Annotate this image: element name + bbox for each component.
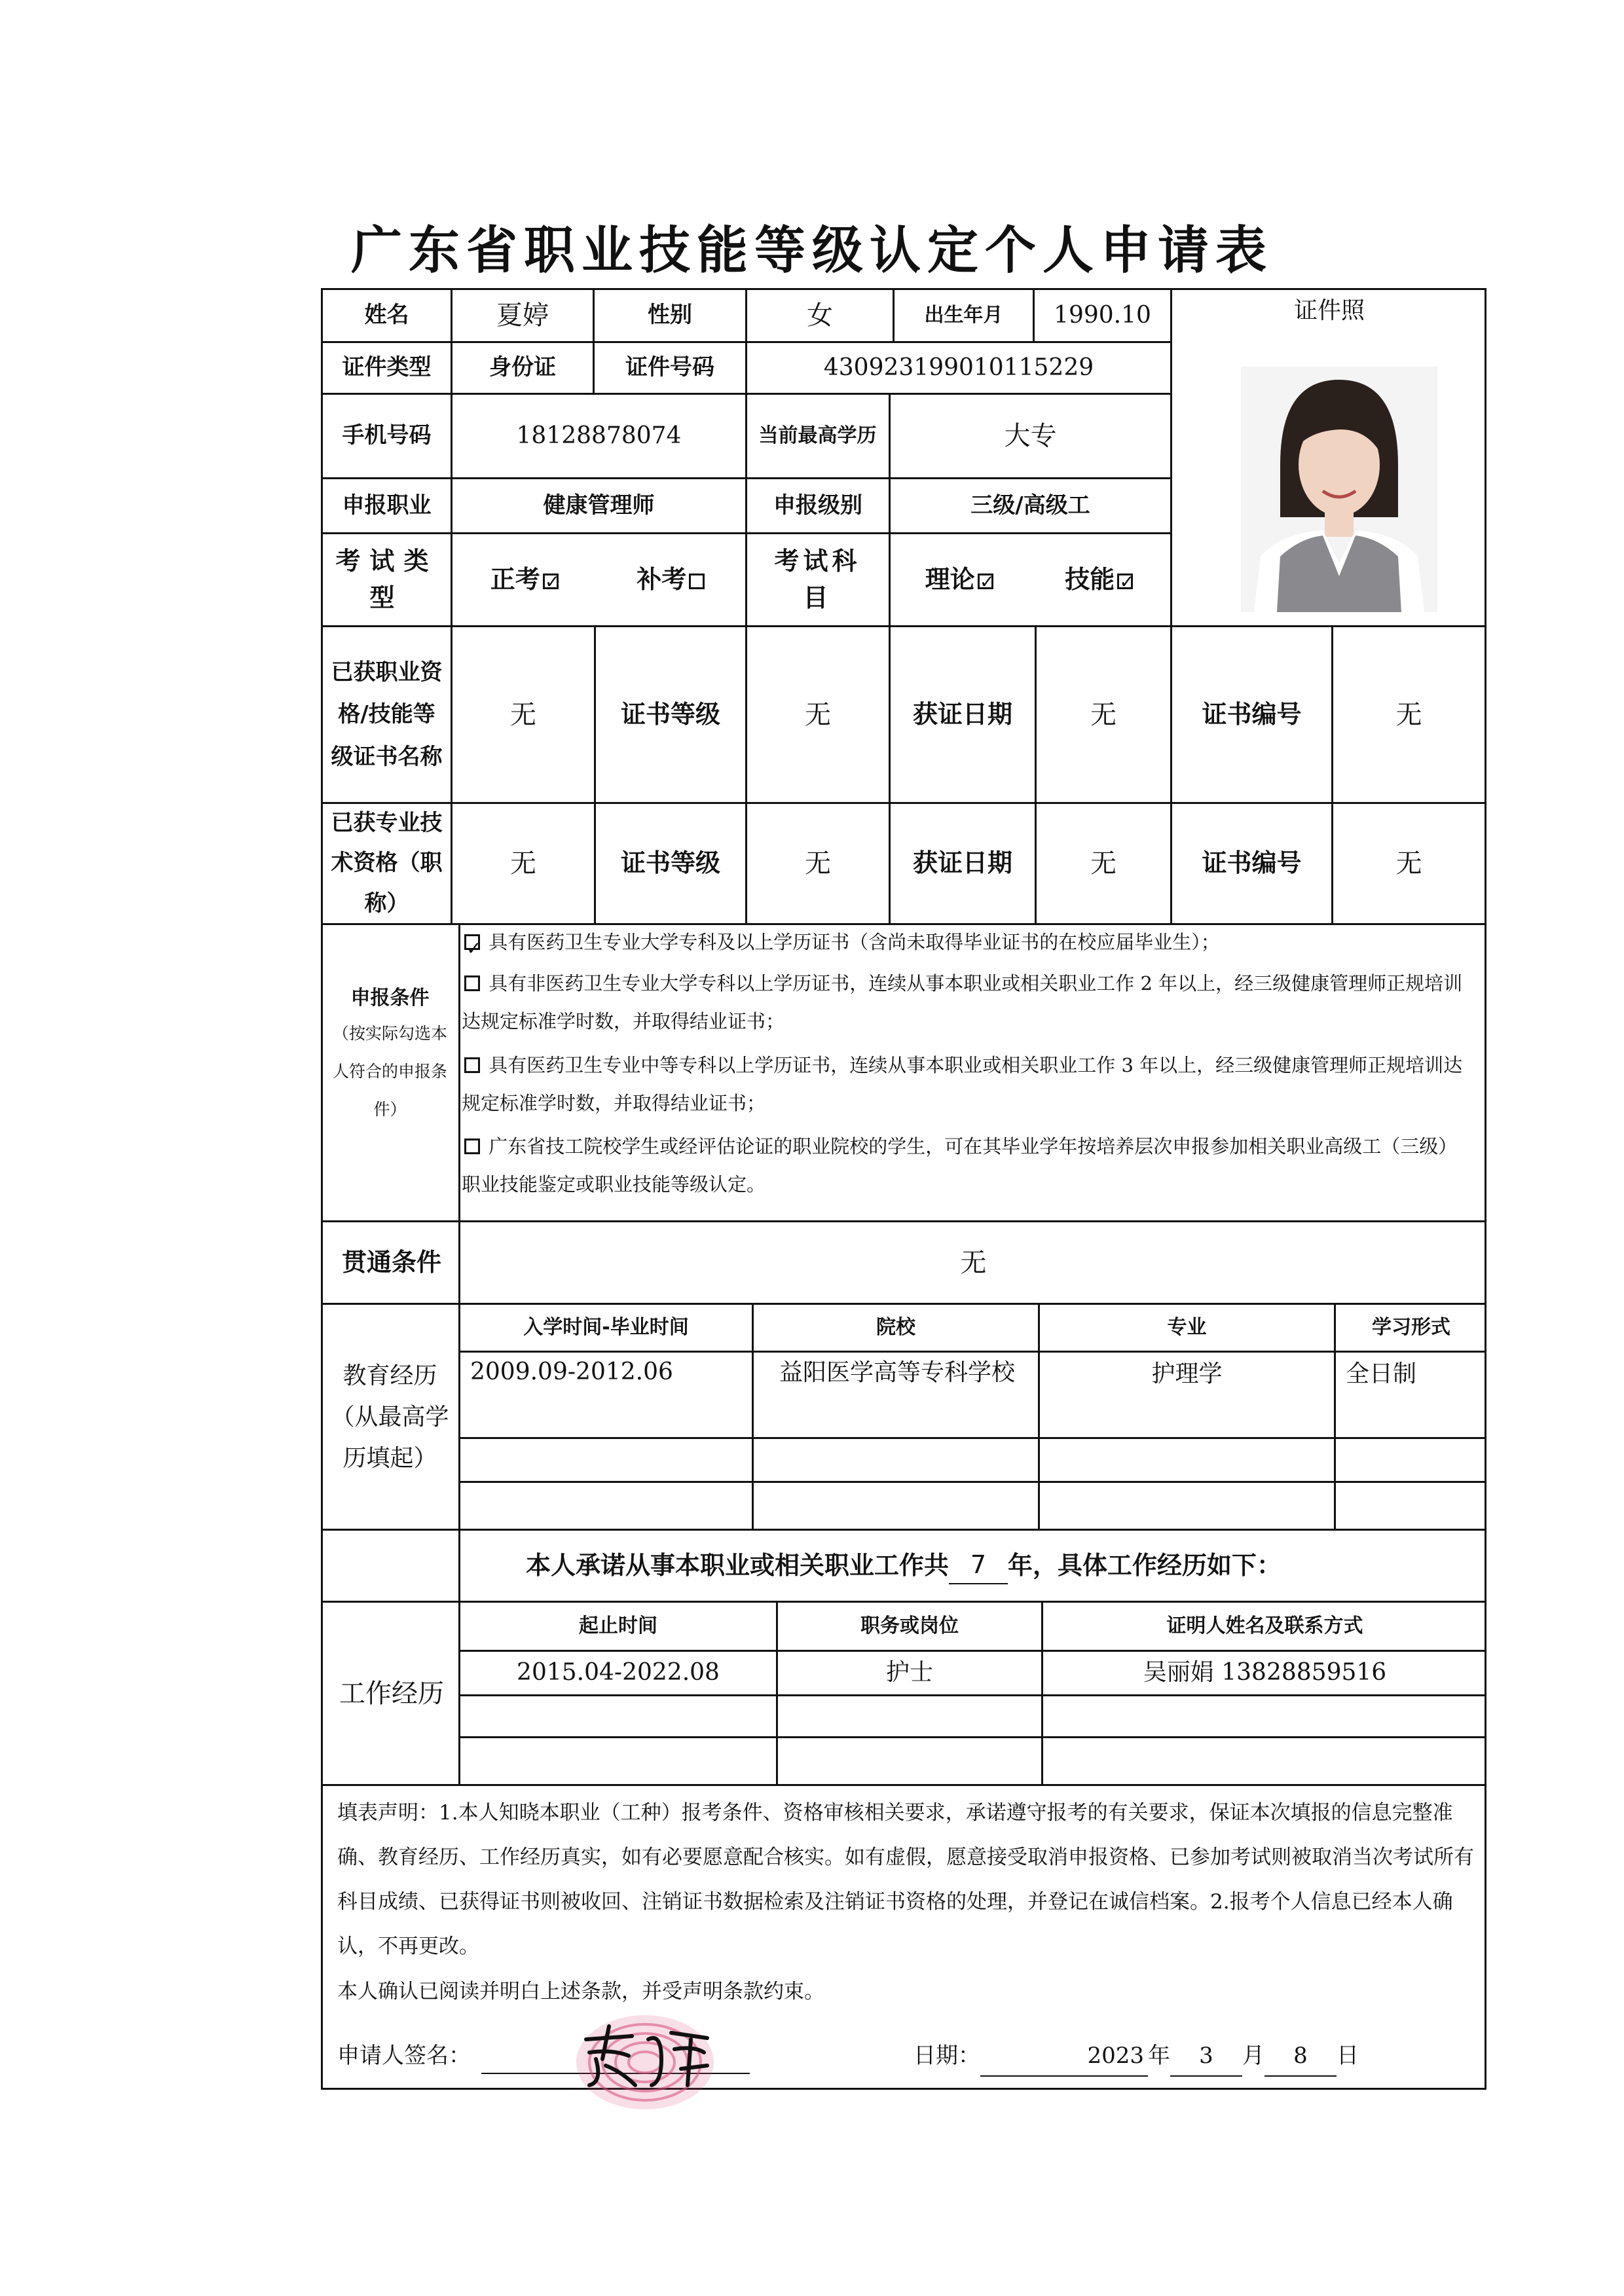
work-row-1-period: 2015.04-2022.08 bbox=[517, 1659, 720, 1686]
declaration-text: 填表声明：1.本人知晓本职业（工种）报考条件、资格审核相关要求，承诺遵守报考的有关要求，保证本次填报的信息完整准确、教育经历、工作经历真实，如有必要愿意配合核实。如有虚假，愿意接受取消申报资格、已参加考试则被取消当次考试所有科目成绩、已获得证书则被收回、注销证书数据检索及注销证书资格的处理，并登记在诚信档案。2.报考个人信息已经本人确认，不再更改。 bbox=[337, 1801, 1474, 1958]
exam-subject-label: 考试科目 bbox=[774, 547, 861, 612]
date-month: 3 bbox=[1170, 2036, 1242, 2077]
condition-2-checkbox[interactable] bbox=[464, 975, 480, 991]
edu-row-1-school: 益阳医学高等专科学校 bbox=[779, 1359, 1015, 1386]
work-header-period: 起止时间 bbox=[579, 1614, 657, 1638]
name-label: 姓名 bbox=[364, 302, 409, 329]
id-number-value: 430923199010115229 bbox=[823, 354, 1094, 381]
regular-exam-checkbox[interactable] bbox=[543, 574, 559, 589]
sign-date: 日期： 2023 年 3 月 8 日 bbox=[913, 2036, 1359, 2077]
makeup-exam-option[interactable]: 补考 bbox=[637, 562, 707, 598]
level-value: 三级/高级工 bbox=[970, 492, 1090, 519]
qualification-date-value: 无 bbox=[1090, 699, 1116, 730]
qualification-number-label: 证书编号 bbox=[1202, 699, 1302, 729]
condition-3-checkbox[interactable] bbox=[464, 1057, 480, 1073]
date-day: 8 bbox=[1264, 2036, 1337, 2077]
phone-value: 18128878074 bbox=[516, 422, 682, 449]
qualification-cert-label: 已获职业资格/技能等级证书名称 bbox=[331, 659, 443, 770]
qualification-grade-label: 证书等级 bbox=[620, 699, 720, 729]
exam-type-options bbox=[452, 534, 745, 625]
gender-value: 女 bbox=[807, 301, 833, 331]
person-portrait-icon bbox=[1241, 367, 1437, 612]
education-level-label: 当前最高学历 bbox=[758, 424, 877, 448]
title-cert-label: 已获专业技术资格（职称） bbox=[331, 810, 443, 917]
title-date-label: 获证日期 bbox=[912, 848, 1012, 878]
qualification-grade-value: 无 bbox=[805, 699, 831, 730]
through-condition-value: 无 bbox=[960, 1247, 987, 1278]
theory-option[interactable]: 理论✓ bbox=[925, 562, 996, 598]
edu-row-1-mode: 全日制 bbox=[1346, 1360, 1417, 1387]
condition-item-1[interactable]: ✓ 具有医药卫生专业大学专科及以上学历证书（含尚未取得毕业证书的在校应届毕业生）； bbox=[462, 923, 1470, 961]
conditions-label-group bbox=[329, 982, 451, 1129]
work-years-pledge: 本人承诺从事本职业或相关职业工作共 7 年，具体工作经历如下： bbox=[323, 1531, 1485, 1601]
title-number-value: 无 bbox=[1395, 848, 1422, 879]
skill-checkbox[interactable] bbox=[1117, 574, 1133, 589]
work-row-1-position: 护士 bbox=[885, 1659, 933, 1686]
edu-header-period: 入学时间-毕业时间 bbox=[523, 1316, 689, 1339]
theory-checkbox[interactable] bbox=[978, 574, 993, 589]
id-photo bbox=[1241, 367, 1437, 612]
title-number-label: 证书编号 bbox=[1202, 848, 1302, 878]
date-year: 2023 bbox=[980, 2036, 1148, 2077]
makeup-exam-checkbox[interactable] bbox=[689, 574, 705, 589]
title-grade-value: 无 bbox=[805, 848, 831, 879]
conditions-label: 申报条件 bbox=[350, 987, 430, 1010]
exam-type-label: 考试类型 bbox=[335, 547, 438, 612]
id-number-label: 证件号码 bbox=[625, 354, 714, 381]
declaration-confirm: 本人确认已阅读并明白上述条款，并受声明条款约束。 bbox=[337, 1980, 824, 2003]
date-label: 日期： bbox=[913, 2043, 980, 2069]
work-years-value: 7 bbox=[949, 1547, 1008, 1584]
exam-subject-options bbox=[891, 534, 1170, 625]
photo-label: 证件照 bbox=[1293, 297, 1365, 324]
qualification-date-label: 获证日期 bbox=[912, 699, 1012, 729]
work-header-position: 职务或岗位 bbox=[860, 1614, 959, 1638]
qualification-cert-name: 无 bbox=[510, 699, 536, 730]
condition-4-checkbox[interactable] bbox=[464, 1139, 480, 1154]
title-cert-name: 无 bbox=[510, 848, 536, 879]
work-row-1-reference: 吴丽娟 13828859516 bbox=[1143, 1659, 1387, 1686]
condition-item-4[interactable]: 广东省技工院校学生或经评估论证的职业院校的学生，可在其毕业学年按培养层次申报参加相关职业高级工（三级）职业技能鉴定或职业技能等级认定。 bbox=[462, 1135, 1458, 1195]
work-history-label: 工作经历 bbox=[339, 1678, 444, 1709]
edu-header-mode: 学习形式 bbox=[1372, 1316, 1450, 1339]
phone-label: 手机号码 bbox=[342, 422, 432, 449]
level-label: 申报级别 bbox=[773, 492, 862, 519]
occupation-label: 申报职业 bbox=[342, 492, 432, 519]
gender-label: 性别 bbox=[648, 302, 692, 329]
signature-label: 申请人签名： bbox=[337, 2043, 471, 2069]
condition-1-checkbox[interactable] bbox=[464, 934, 480, 950]
edu-row-1-period: 2009.09-2012.06 bbox=[470, 1358, 673, 1385]
conditions-note: （按实际勾选本人符合的申报条件） bbox=[332, 1024, 447, 1119]
condition-item-2[interactable]: 具有非医药卫生专业大学专科以上学历证书，连续从事本职业或相关职业工作 2 年以上，经三级健康管理师正规培训达规定标准学时数，并取得结业证书； bbox=[462, 972, 1463, 1032]
skill-option[interactable]: 技能✓ bbox=[1065, 562, 1135, 598]
edu-header-major: 专业 bbox=[1167, 1316, 1207, 1339]
regular-exam-option[interactable]: 正考✓ bbox=[490, 562, 561, 598]
condition-item-3[interactable]: 具有医药卫生专业中等专科以上学历证书，连续从事本职业或相关职业工作 3 年以上，经三级健康管理师正规培训达规定标准学时数，并取得结业证书； bbox=[462, 1054, 1463, 1114]
id-type-label: 证件类型 bbox=[342, 354, 432, 381]
work-header-reference: 证明人姓名及联系方式 bbox=[1166, 1614, 1363, 1638]
title-grade-label: 证书等级 bbox=[620, 848, 720, 878]
education-label: 教育经历（从最高学历填起） bbox=[331, 1362, 449, 1472]
form-title: 广东省职业技能等级认定个人申请表 bbox=[350, 221, 1273, 280]
title-date-value: 无 bbox=[1090, 848, 1116, 879]
id-type-value: 身份证 bbox=[489, 354, 556, 381]
occupation-value: 健康管理师 bbox=[543, 492, 655, 519]
birth-label: 出生年月 bbox=[924, 304, 1003, 327]
qualification-number-value: 无 bbox=[1395, 699, 1422, 730]
name-value: 夏婷 bbox=[496, 301, 549, 331]
birth-value: 1990.10 bbox=[1054, 301, 1151, 329]
education-level-value: 大专 bbox=[1004, 421, 1057, 451]
through-condition-label: 贯通条件 bbox=[341, 1247, 441, 1277]
edu-header-school: 院校 bbox=[876, 1316, 915, 1339]
edu-row-1-major: 护理学 bbox=[1151, 1360, 1223, 1387]
handwritten-signature bbox=[576, 2020, 720, 2092]
